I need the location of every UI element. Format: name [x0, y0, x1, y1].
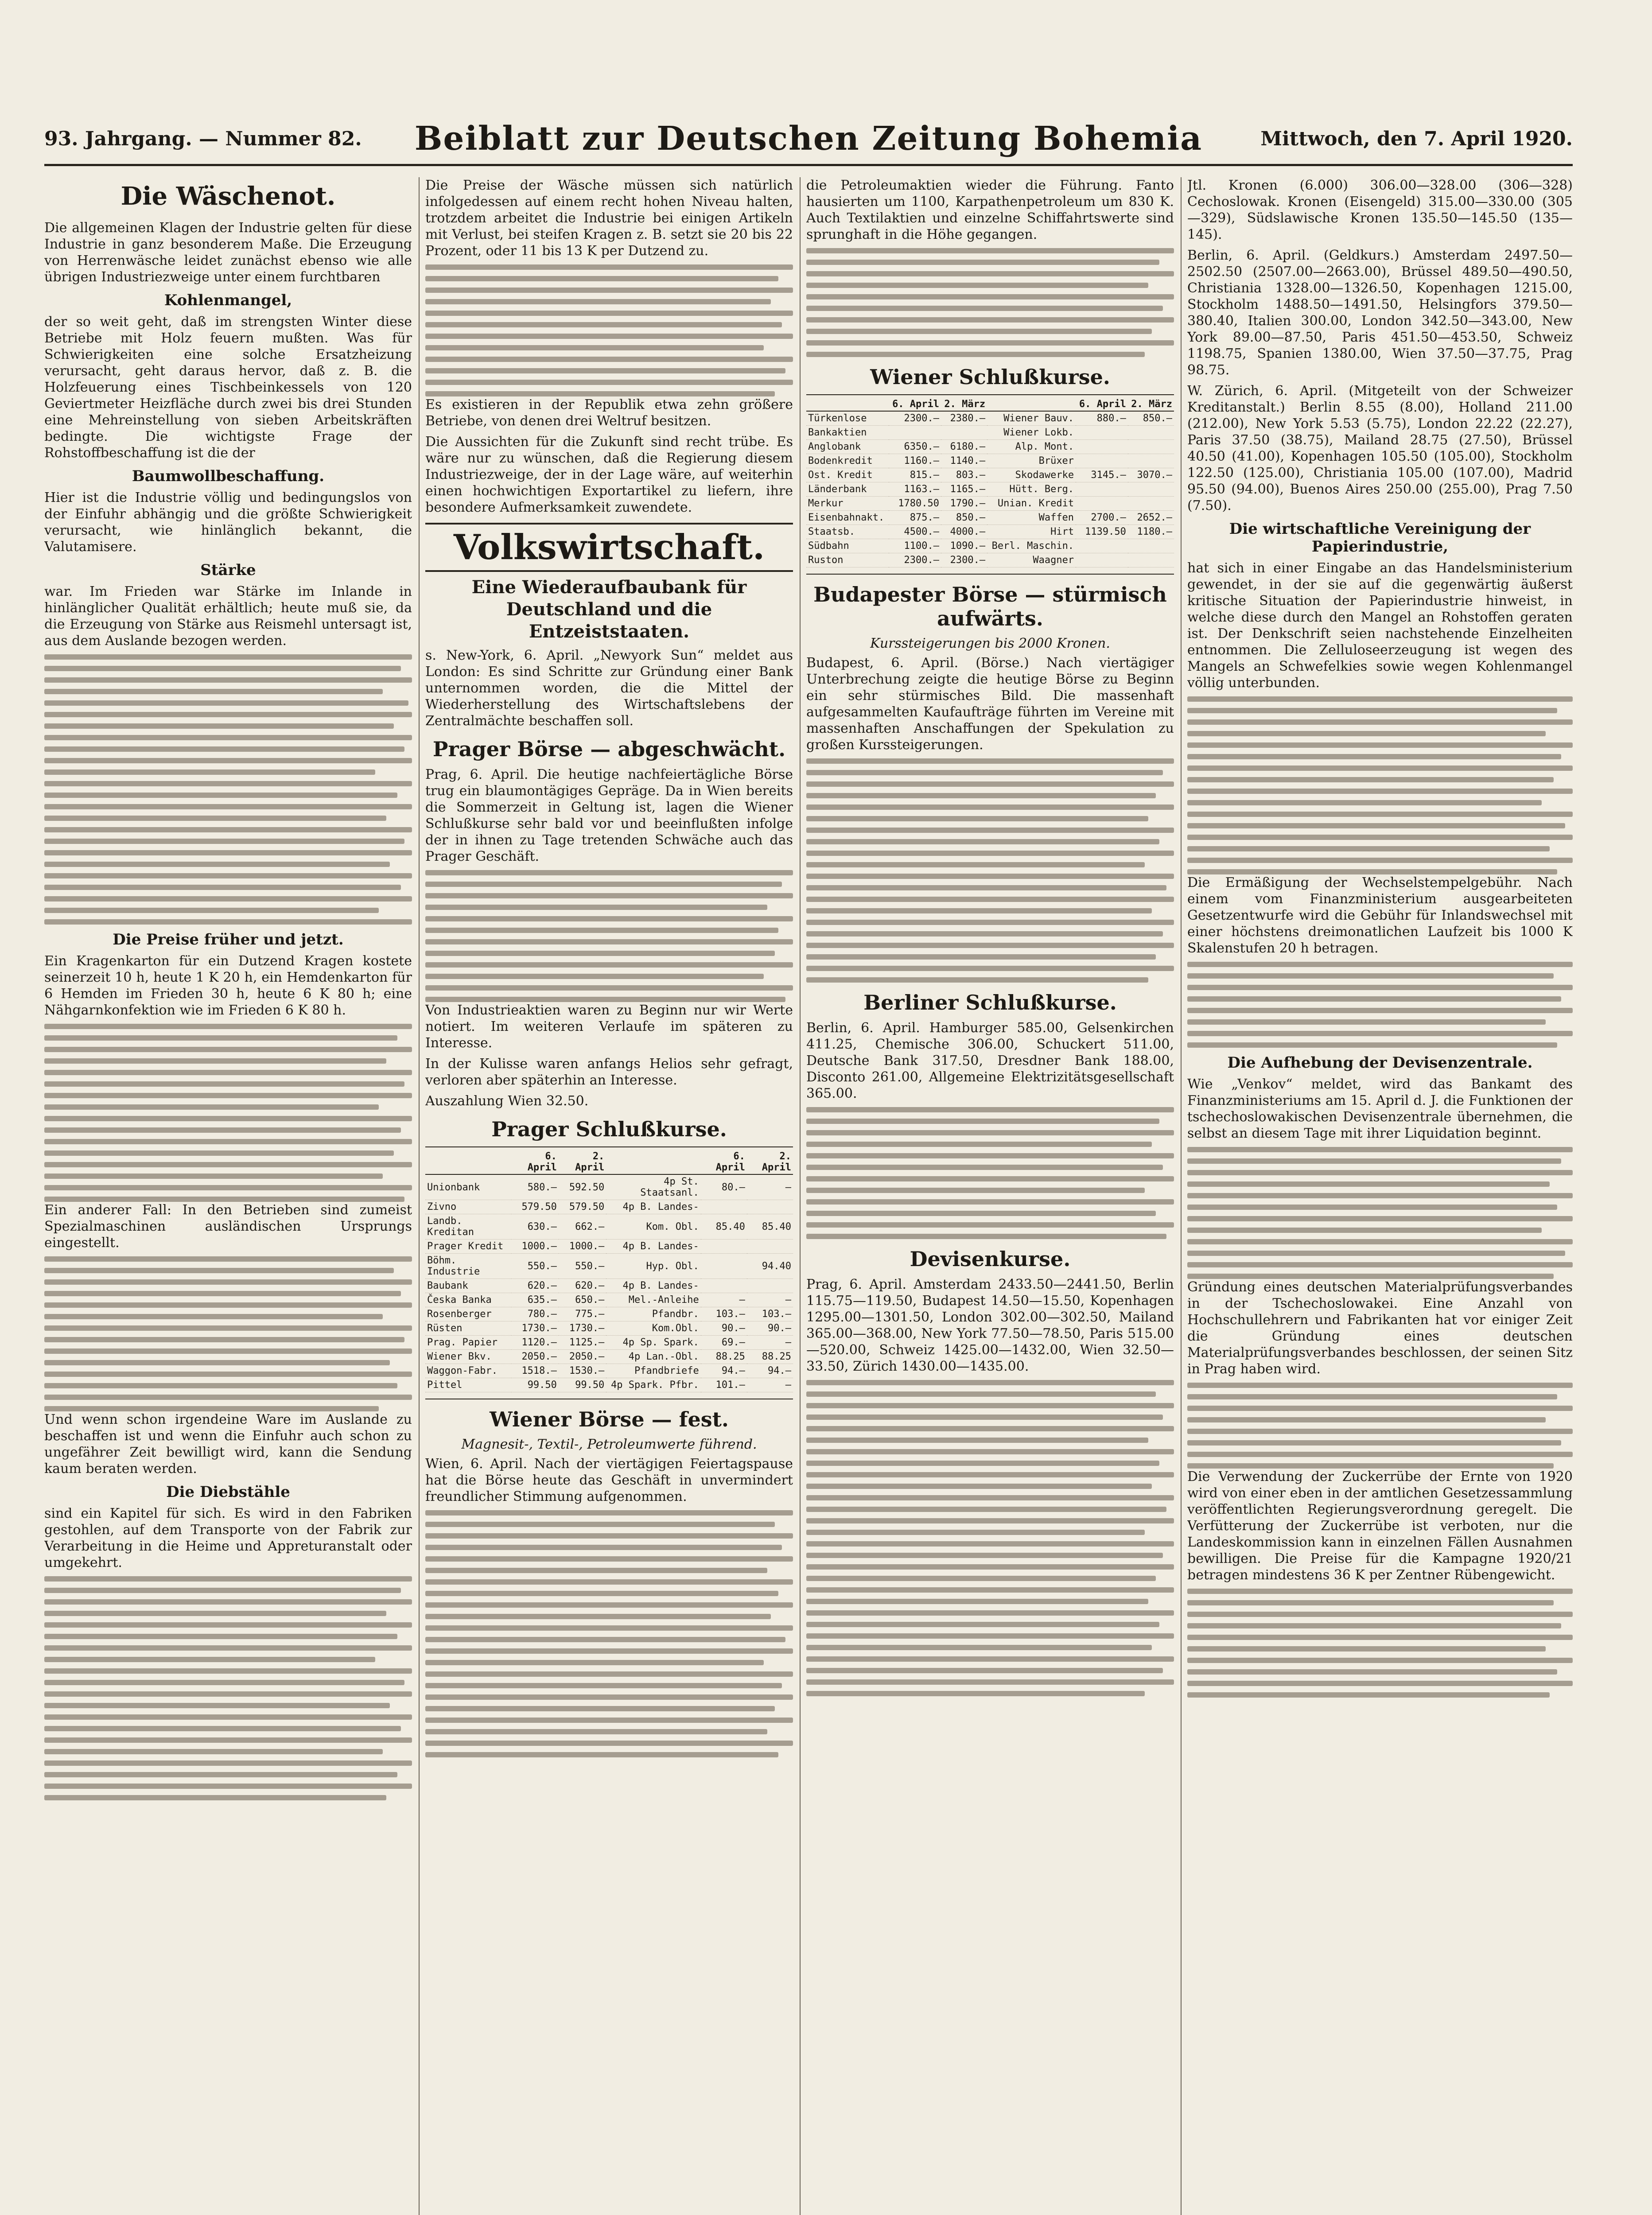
table-cell: 103.—	[747, 1307, 793, 1321]
table-row	[806, 468, 1174, 482]
illegible-text-block	[425, 870, 793, 1002]
article-paragraph: Wien, 6. April. Nach der viertägigen Feiertagspause hat die Börse heute das Geschäft in unvermindert freundlicher Stimmung aufgenommen.	[425, 1456, 793, 1504]
table-cell: 1730.—	[559, 1321, 606, 1336]
table-cell: 103.—	[701, 1307, 747, 1321]
table-cell: Staatsb.	[806, 525, 889, 539]
table-row	[425, 1336, 793, 1350]
illegible-text-block	[1187, 1589, 1573, 1698]
illegible-text-block	[1187, 962, 1573, 1048]
table-cell: —	[747, 1293, 793, 1307]
table-cell: 662.—	[559, 1214, 606, 1240]
table-cell: Alp. Mont.	[987, 440, 1076, 454]
table-row	[425, 1214, 793, 1240]
table-cell: Wiener Bkv.	[425, 1350, 511, 1364]
table-cell: 69.—	[701, 1336, 747, 1350]
table-cell: 880.—	[1076, 411, 1128, 426]
table-cell: Kom. Obl.	[606, 1214, 700, 1240]
table-header-cell: 2. März	[941, 398, 987, 411]
table-cell: 1139.50	[1076, 525, 1128, 539]
table-row	[806, 497, 1174, 511]
article-headline: Wiener Börse — fest.	[490, 1407, 729, 1431]
table-row	[806, 440, 1174, 454]
table-cell: Mel.-Anleihe	[606, 1293, 700, 1307]
table-cell: 550.—	[559, 1254, 606, 1279]
section-subhead: Baumwollbeschaffung.	[132, 467, 325, 485]
section-title-volkswirtschaft: Volkswirtschaft.	[425, 523, 793, 572]
newspaper-title: Beiblatt zur Deutschen Zeitung Bohemia	[414, 120, 1203, 158]
table-cell: 2300.—	[941, 553, 987, 567]
table-title: Devisenkurse.	[910, 1247, 1071, 1271]
table-cell: Prager Kredit	[425, 1240, 511, 1254]
illegible-text-block	[806, 758, 1174, 983]
table-cell: Waggon-Fabr.	[425, 1364, 511, 1378]
article-paragraph: Ein anderer Fall: In den Betrieben sind zumeist Spezialmaschinen ausländischen Ursprungs eingestellt.	[44, 1202, 412, 1251]
table-cell: 592.50	[559, 1174, 606, 1200]
article-headline: Die Aufhebung der Devisenzentrale.	[1227, 1054, 1533, 1072]
table-cell	[1076, 440, 1128, 454]
table-cell: Waagner	[987, 553, 1076, 567]
table-cell: Pittel	[425, 1378, 511, 1392]
table-row	[425, 1321, 793, 1336]
article-paragraph: Prag, 6. April. Amsterdam 2433.50—2441.50, Berlin 115.75—119.50, Budapest 14.50—15.50, Kopenhagen 1295.00—1301.50, London 302.00—302.50, Mailand 365.00—368.00, New York 77.50—78.50, Paris 515.00—520.00, Schweiz 1425.00—1432.00, Wien 32.50—33.50, Zürich 1430.00—1435.00.	[806, 1277, 1174, 1374]
table-cell	[701, 1254, 747, 1279]
table-cell: 579.50	[559, 1200, 606, 1214]
article-headline: Prager Börse — abgeschwächt.	[432, 737, 786, 761]
table-cell: 1160.—	[889, 454, 941, 468]
table-cell: 85.40	[701, 1214, 747, 1240]
article-paragraph: Gründung eines deutschen Materialprüfungsverbandes in der Tschechoslowakei. Eine Anzahl von Hochschullehrern und Fabrikanten hat vor einiger Zeit die Gründung eines deutschen Materialprüfungsverbandes beschlossen, der seinen Sitz in Prag haben wird.	[1187, 1279, 1573, 1377]
table-title: Wiener Schlußkurse.	[870, 365, 1110, 389]
table-cell: 4p Lan.-Obl.	[606, 1350, 700, 1364]
article-headline: Budapester Börse — stürmisch aufwärts.	[813, 583, 1167, 630]
table-cell: Hyp. Obl.	[606, 1254, 700, 1279]
table-cell	[1128, 539, 1174, 553]
table-header-cell: 6. April	[511, 1150, 559, 1174]
table-cell: 2700.—	[1076, 511, 1128, 525]
table-cell: Landb. Kreditan	[425, 1214, 511, 1240]
table-cell: Bankaktien	[806, 426, 889, 440]
table-cell: 6180.—	[941, 440, 987, 454]
table-row	[806, 454, 1174, 468]
article-paragraph: Ein Kragenkarton für ein Dutzend Kragen kostete seinerzeit 10 h, heute 1 K 20 h, ein Hemdenkarton für 6 Hemden im Frieden 30 h, heute 6 K 80 h; eine Nähgarnkonfektion wie im Frieden 6 K 80 h.	[44, 953, 412, 1018]
table-cell: 1780.50	[889, 497, 941, 511]
column-divider	[1181, 177, 1182, 2215]
table-cell: Türkenlose	[806, 411, 889, 426]
article-subheadline: Kurssteigerungen bis 2000 Kronen.	[870, 636, 1110, 651]
table-cell: 579.50	[511, 1200, 559, 1214]
table-cell: Skodawerke	[987, 468, 1076, 482]
table-cell: 4p B. Landes-	[606, 1279, 700, 1293]
table-row	[806, 539, 1174, 553]
table-title: Prager Schlußkurse.	[491, 1117, 727, 1141]
table-cell	[1076, 539, 1128, 553]
table-cell: 90.—	[747, 1321, 793, 1336]
table-cell: Südbahn	[806, 539, 889, 553]
table-cell: 1163.—	[889, 482, 941, 497]
article-paragraph: Die Aussichten für die Zukunft sind recht trübe. Es wäre nur zu wünschen, daß die Regierung diesem Industriezweige, der in der Lage wäre, auf weiterhin einen hochwichtigen Exportartikel zu liefern, ihre besondere Aufmerksamkeit zuwendete.	[425, 434, 793, 515]
column-3	[806, 177, 1174, 2215]
illegible-text-block	[1187, 1383, 1573, 1469]
table-cell: 1140.—	[941, 454, 987, 468]
table-row	[425, 1200, 793, 1214]
table-cell: Anglobank	[806, 440, 889, 454]
masthead	[44, 120, 1573, 159]
table-cell: 6350.—	[889, 440, 941, 454]
table-cell: 1730.—	[511, 1321, 559, 1336]
table-header-cell	[987, 398, 1076, 411]
table-cell: 3070.—	[1128, 468, 1174, 482]
table-row	[806, 411, 1174, 426]
table-cell: 85.40	[747, 1214, 793, 1240]
table-cell: Pfandbriefe	[606, 1364, 700, 1378]
table-cell: 620.—	[511, 1279, 559, 1293]
table-row	[425, 1350, 793, 1364]
table-cell: Länderbank	[806, 482, 889, 497]
section-subhead: Stärke	[200, 561, 256, 579]
illegible-text-block	[806, 1380, 1174, 1696]
table-cell: 1100.—	[889, 539, 941, 553]
illegible-text-block	[1187, 696, 1573, 874]
exchange-rate-note: Auszahlung Wien 32.50.	[425, 1093, 589, 1109]
table-cell: 4500.—	[889, 525, 941, 539]
article-headline: Die wirtschaftliche Vereinigung der Papierindustrie,	[1229, 520, 1531, 556]
illegible-text-block	[425, 1510, 793, 1757]
table-cell	[889, 426, 941, 440]
table-cell: 775.—	[559, 1307, 606, 1321]
table-row	[806, 525, 1174, 539]
table-cell: 80.—	[701, 1174, 747, 1200]
table-cell	[747, 1200, 793, 1214]
table-row	[806, 553, 1174, 567]
table-cell	[1076, 497, 1128, 511]
table-cell: 4000.—	[941, 525, 987, 539]
table-header-cell	[606, 1150, 700, 1174]
article-paragraph: war. Im Frieden war Stärke im Inlande in hinlänglicher Qualität erhältlich; heute muß sie, da die Erzeugung von Stärke aus Reismehl untersagt ist, aus dem Auslande bezogen werden.	[44, 584, 412, 649]
table-cell: 875.—	[889, 511, 941, 525]
article-paragraph: Wie „Venkov“ meldet, wird das Bankamt des Finanzministeriums am 15. April d. J. die Funktionen der tschechoslowakischen Devisenzentrale übernehmen, die selbst an diesem Tage mit ihrer Liquidation beginnt.	[1187, 1076, 1573, 1141]
table-cell: —	[747, 1378, 793, 1392]
article-paragraph: Und wenn schon irgendeine Ware im Auslande zu beschaffen ist und wenn die Einfuhr auch schon zu ungefährer Zeit bewilligt wird, kann die Sendung kaum beraten werden.	[44, 1412, 412, 1477]
table-cell: 630.—	[511, 1214, 559, 1240]
table-cell: Baubank	[425, 1279, 511, 1293]
article-paragraph: Budapest, 6. April. (Börse.) Nach viertägiger Unterbrechung zeigte die heutige Börse zu Beginn ein sehr stürmisches Bild. Die massenhaft aufgesammelten Kaufaufträge führten im Vereine mit massenhaften Anschaffungen der Spekulation zu großen Kurssteigerungen.	[806, 655, 1174, 753]
article-paragraph: Die allgemeinen Klagen der Industrie gelten für diese Industrie in ganz besonderem Maße. Die Erzeugung von Herrenwäsche leidet zunächst ebenso wie alle übrigen Industriezweige unter einem furchtbaren	[44, 220, 412, 285]
illegible-text-block	[44, 654, 412, 925]
article-headline: Eine Wiederaufbaubank für Deutschland und die Entzeiststaaten.	[471, 577, 747, 642]
table-cell: Wiener Bauv.	[987, 411, 1076, 426]
article-subheadline: Magnesit-, Textil-, Petroleumwerte führend.	[461, 1437, 757, 1452]
table-cell: 3145.—	[1076, 468, 1128, 482]
table-cell: 1125.—	[559, 1336, 606, 1350]
illegible-text-block	[806, 1107, 1174, 1239]
article-paragraph: sind ein Kapitel für sich. Es wird in den Fabriken gestohlen, auf dem Transporte von der Fabrik zur Verarbeitung in die Heime und Appreturanstalt oder umgekehrt.	[44, 1506, 412, 1570]
article-paragraph: Von Industrieaktien waren zu Beginn nur wir Werte notiert. Im weiteren Verlaufe im späteren zu Interesse.	[425, 1003, 793, 1051]
table-cell: 780.—	[511, 1307, 559, 1321]
table-cell: 1518.—	[511, 1364, 559, 1378]
table-cell	[1076, 553, 1128, 567]
column-4	[1187, 177, 1573, 2215]
table-row	[425, 1240, 793, 1254]
article-paragraph: der so weit geht, daß im strengsten Winter diese Betriebe mit Holz feuern mußten. Was für Schwierigkeiten eine solche Ersatzheizung verursacht, geht daraus hervor, daß z. B. die Holzfeuerung eines Tischbeinkessels von 120 Geviertmeter Heizfläche durch zwei bis drei Stunden eine Mehreinstellung von sieben Arbeitskräften bedingte. Die wichtigste Frage der Rohstoffbeschaffung ist die der	[44, 314, 412, 461]
table-cell: Merkur	[806, 497, 889, 511]
table-header-cell: 2. März	[1128, 398, 1174, 411]
table-cell: 1165.—	[941, 482, 987, 497]
article-paragraph: die Petroleumaktien wieder die Führung. Fanto hausierten um 1100, Karpathenpetroleum um 830 K. Auch Textilaktien und einzelne Schiffahrtswerte sind sprunghaft in die Höhe gegangen.	[806, 178, 1174, 242]
article-paragraph: s. New-York, 6. April. „Newyork Sun“ meldet aus London: Es sind Schritte zur Gründung einer Bank unternommen worden, die die Mittel der Wiederherstellung des Wirtschaftslebens der Zentralmächte beschaffen soll.	[425, 648, 793, 729]
masthead-rule	[44, 164, 1573, 166]
table-cell: Zivno	[425, 1200, 511, 1214]
table-cell: 650.—	[559, 1293, 606, 1307]
issue-number: 93. Jahrgang. — Nummer 82.	[44, 128, 362, 150]
table-cell: 2050.—	[559, 1350, 606, 1364]
table-cell	[747, 1240, 793, 1254]
table-row	[425, 1307, 793, 1321]
table-cell: 1000.—	[559, 1240, 606, 1254]
table-header-cell: 6. April	[1076, 398, 1128, 411]
table-cell: 4p B. Landes-	[606, 1200, 700, 1214]
table-row	[425, 1364, 793, 1378]
article-paragraph: Die Verwendung der Zuckerrübe der Ernte von 1920 wird von einer eben in der amtlichen Gesetzessammlung veröffentlichten Regierungsverordnung geregelt. Die Verfütterung der Zuckerrübe ist verboten, nur die Landeskommission kann in einzelnen Fällen Ausnahmen bewilligen. Die Preise für die Kampagne 1920/21 betragen mindestens 36 K per Zentner Rübengewicht.	[1187, 1469, 1573, 1583]
newspaper-page	[44, 0, 1573, 2215]
table-cell: 90.—	[701, 1321, 747, 1336]
table-cell: Česka Banka	[425, 1293, 511, 1307]
illegible-text-block	[44, 1024, 412, 1202]
table-header-cell: 2. April	[747, 1150, 793, 1174]
table-cell: 803.—	[941, 468, 987, 482]
table-cell: Pfandbr.	[606, 1307, 700, 1321]
table-cell: Brüxer	[987, 454, 1076, 468]
article-paragraph: W. Zürich, 6. April. (Mitgeteilt von der Schweizer Kreditanstalt.) Berlin 8.55 (8.00), Holland 211.00 (212.00), New York 5.53 (5.75), London 22.22 (22.27), Paris 37.50 (38.75), Mailand 28.75 (27.50), Brüssel 40.50 (41.00), Kopenhagen 105.50 (105.00), Stockholm 122.50 (125.00), Christiania 105.00 (107.00), Madrid 95.50 (94.00), Buenos Aires 250.00 (255.00), Prag 7.50 (7.50).	[1187, 383, 1573, 513]
table-cell: 815.—	[889, 468, 941, 482]
illegible-text-block	[1187, 1147, 1573, 1279]
article-paragraph: hat sich in einer Eingabe an das Handelsministerium gewendet, in der sie auf die gegenwärtig äußerst kritische Situation der Papierindustrie hinweist, in welche diese durch den Mangel an Rohstoffen geraten ist. Der Denkschrift seien nachstehende Einzelheiten entnommen. Die Zelluloseerzeugung ist wegen des Mangels an Schwefelkies sowie wegen Kohlenmangel völlig unterbunden.	[1187, 560, 1573, 691]
table-cell: Hütt. Berg.	[987, 482, 1076, 497]
table-cell: Böhm. Industrie	[425, 1254, 511, 1279]
table-cell	[701, 1279, 747, 1293]
table-cell: 850.—	[1128, 411, 1174, 426]
article-paragraph: Hier ist die Industrie völlig und bedingungslos von der Einfuhr abhängig und die größte Schwierigkeit verursacht, wie hinlänglich bekannt, die Valutamisere.	[44, 490, 412, 555]
issue-date: Mittwoch, den 7. April 1920.	[1260, 128, 1573, 150]
prague-closing-rates-table	[425, 1150, 793, 1392]
article-paragraph: Die Ermäßigung der Wechselstempelgebühr. Nach einem vom Finanzministerium ausgearbeiteten Gesetzentwurfe wird die Gebühr für Inlandswechsel mit einer höchstens dreimonatlichen Laufzeit bis 1000 K Skalenstufen 20 h betragen.	[1187, 875, 1573, 956]
table-cell	[941, 426, 987, 440]
article-paragraph: Berlin, 6. April. (Geldkurs.) Amsterdam 2497.50—2502.50 (2507.00—2663.00), Brüssel 489.50—490.50, Christiania 1328.00—1326.50, Kopenhagen 1215.00, Stockholm 1488.50—1491.50, Helsingfors 379.50—380.40, Italien 300.00, London 342.50—343.00, New York 89.00—87.50, Paris 451.50—453.50, Schweiz 1198.75, Spanien 1380.00, Wien 37.50—37.75, Prag 98.75.	[1187, 248, 1573, 378]
table-cell: 94.—	[701, 1364, 747, 1378]
table-cell	[1128, 440, 1174, 454]
table-cell: 635.—	[511, 1293, 559, 1307]
table-cell: 2300.—	[889, 411, 941, 426]
section-subhead: Die Diebstähle	[166, 1483, 290, 1501]
table-cell: 4p Spark. Pfbr.	[606, 1378, 700, 1392]
table-cell: —	[701, 1293, 747, 1307]
table-header-cell: 6. April	[889, 398, 941, 411]
table-cell	[701, 1240, 747, 1254]
column-divider	[419, 177, 420, 2215]
table-cell	[747, 1279, 793, 1293]
table-row	[425, 1279, 793, 1293]
illegible-text-block	[806, 248, 1174, 357]
article-paragraph: Berlin, 6. April. Hamburger 585.00, Gelsenkirchen 411.25, Chemische 306.00, Schuckert 511.00, Deutsche Bank 317.50, Dresdner Bank 188.00, Disconto 261.00, Allgemeine Elektrizitätsgesellschaft 365.00.	[806, 1020, 1174, 1101]
column-divider	[800, 177, 801, 2215]
table-cell: Rüsten	[425, 1321, 511, 1336]
table-cell: 4p Sp. Spark.	[606, 1336, 700, 1350]
table-cell: 88.25	[747, 1350, 793, 1364]
table-cell: Hirt	[987, 525, 1076, 539]
table-cell: 1180.—	[1128, 525, 1174, 539]
table-cell	[1128, 553, 1174, 567]
table-title: Berliner Schlußkurse.	[863, 991, 1117, 1014]
table-header-cell	[425, 1150, 511, 1174]
illegible-text-block	[44, 1576, 412, 1800]
table-cell: 4p St. Staatsanl.	[606, 1174, 700, 1200]
table-header-cell: 6. April	[701, 1150, 747, 1174]
article-paragraph: Es existieren in der Republik etwa zehn größere Betriebe, von denen drei Weltruf besitzen.	[425, 397, 793, 429]
table-row	[806, 482, 1174, 497]
table-cell: 1790.—	[941, 497, 987, 511]
table-cell: Berl. Maschin.	[987, 539, 1076, 553]
article-paragraph: In der Kulisse waren anfangs Helios sehr gefragt, verloren aber späterhin an Interesse.	[425, 1056, 793, 1088]
section-subhead: Kohlenmangel,	[164, 291, 292, 309]
table-cell: 1090.—	[941, 539, 987, 553]
table-cell: Rosenberger	[425, 1307, 511, 1321]
table-cell: Unionbank	[425, 1174, 511, 1200]
table-cell: Eisenbahnakt.	[806, 511, 889, 525]
table-cell: Ruston	[806, 553, 889, 567]
table-cell: Ost. Kredit	[806, 468, 889, 482]
table-cell: 850.—	[941, 511, 987, 525]
table-cell: 2652.—	[1128, 511, 1174, 525]
table-cell: 2050.—	[511, 1350, 559, 1364]
table-row	[425, 1174, 793, 1200]
table-cell: 101.—	[701, 1378, 747, 1392]
table-cell	[701, 1200, 747, 1214]
table-cell	[1128, 482, 1174, 497]
table-cell: Wiener Lokb.	[987, 426, 1076, 440]
table-cell: Prag. Papier	[425, 1336, 511, 1350]
table-cell: 4p B. Landes-	[606, 1240, 700, 1254]
table-cell	[1076, 482, 1128, 497]
table-cell: 580.—	[511, 1174, 559, 1200]
table-row	[425, 1254, 793, 1279]
table-row	[425, 1378, 793, 1392]
table-cell: Bodenkredit	[806, 454, 889, 468]
table-cell: 1000.—	[511, 1240, 559, 1254]
column-2	[425, 177, 793, 2215]
article-paragraph: Prag, 6. April. Die heutige nachfeiertägliche Börse trug ein blaumontägiges Gepräge. Da in Wien bereits die Sommerzeit in Geltung ist, lagen die Wiener Schlußkurse sehr bald vor und beeinflußten infolge der in ihnen zu Tage tretenden Schwäche auch das Prager Geschäft.	[425, 767, 793, 864]
table-header-cell	[806, 398, 889, 411]
illegible-text-block	[425, 264, 793, 396]
table-row	[806, 511, 1174, 525]
table-cell: 620.—	[559, 1279, 606, 1293]
table-cell: 1120.—	[511, 1336, 559, 1350]
table-header-cell: 2. April	[559, 1150, 606, 1174]
table-cell	[1128, 426, 1174, 440]
table-cell	[1076, 454, 1128, 468]
table-cell: 88.25	[701, 1350, 747, 1364]
table-cell: 1530.—	[559, 1364, 606, 1378]
section-subhead: Die Preise früher und jetzt.	[113, 931, 344, 948]
table-cell	[1128, 497, 1174, 511]
table-cell	[1076, 426, 1128, 440]
table-cell: —	[747, 1174, 793, 1200]
table-cell: 99.50	[559, 1378, 606, 1392]
table-cell: Kom.Obl.	[606, 1321, 700, 1336]
vienna-closing-rates-table	[806, 398, 1174, 567]
table-row	[425, 1293, 793, 1307]
table-cell: 2380.—	[941, 411, 987, 426]
column-1	[44, 177, 412, 2215]
table-cell: 99.50	[511, 1378, 559, 1392]
article-paragraph: Jtl. Kronen (6.000) 306.00—328.00 (306—328) Cechoslowak. Kronen (Eisengeld) 315.00—330.00 (305—329), Südslawische Kronen 135.50—145.50 (135—145).	[1187, 178, 1573, 242]
table-cell: 94.40	[747, 1254, 793, 1279]
table-cell: 550.—	[511, 1254, 559, 1279]
table-cell: —	[747, 1336, 793, 1350]
illegible-text-block	[44, 1256, 412, 1411]
table-cell: 94.—	[747, 1364, 793, 1378]
article-title-waeschenot: Die Wäschenot.	[120, 182, 336, 211]
table-cell	[1128, 454, 1174, 468]
article-paragraph: Die Preise der Wäsche müssen sich natürlich infolgedessen auf einem recht hohen Niveau halten, trotzdem arbeitet die Industrie bei einigen Artikeln mit Verlust, bei steifen Kragen z. B. setzt sie 20 bis 22 Prozent, oder 11 bis 13 K per Dutzend zu.	[425, 178, 793, 259]
table-cell: 2300.—	[889, 553, 941, 567]
table-cell: Waffen	[987, 511, 1076, 525]
table-row	[806, 426, 1174, 440]
table-cell: Unian. Kredit	[987, 497, 1076, 511]
